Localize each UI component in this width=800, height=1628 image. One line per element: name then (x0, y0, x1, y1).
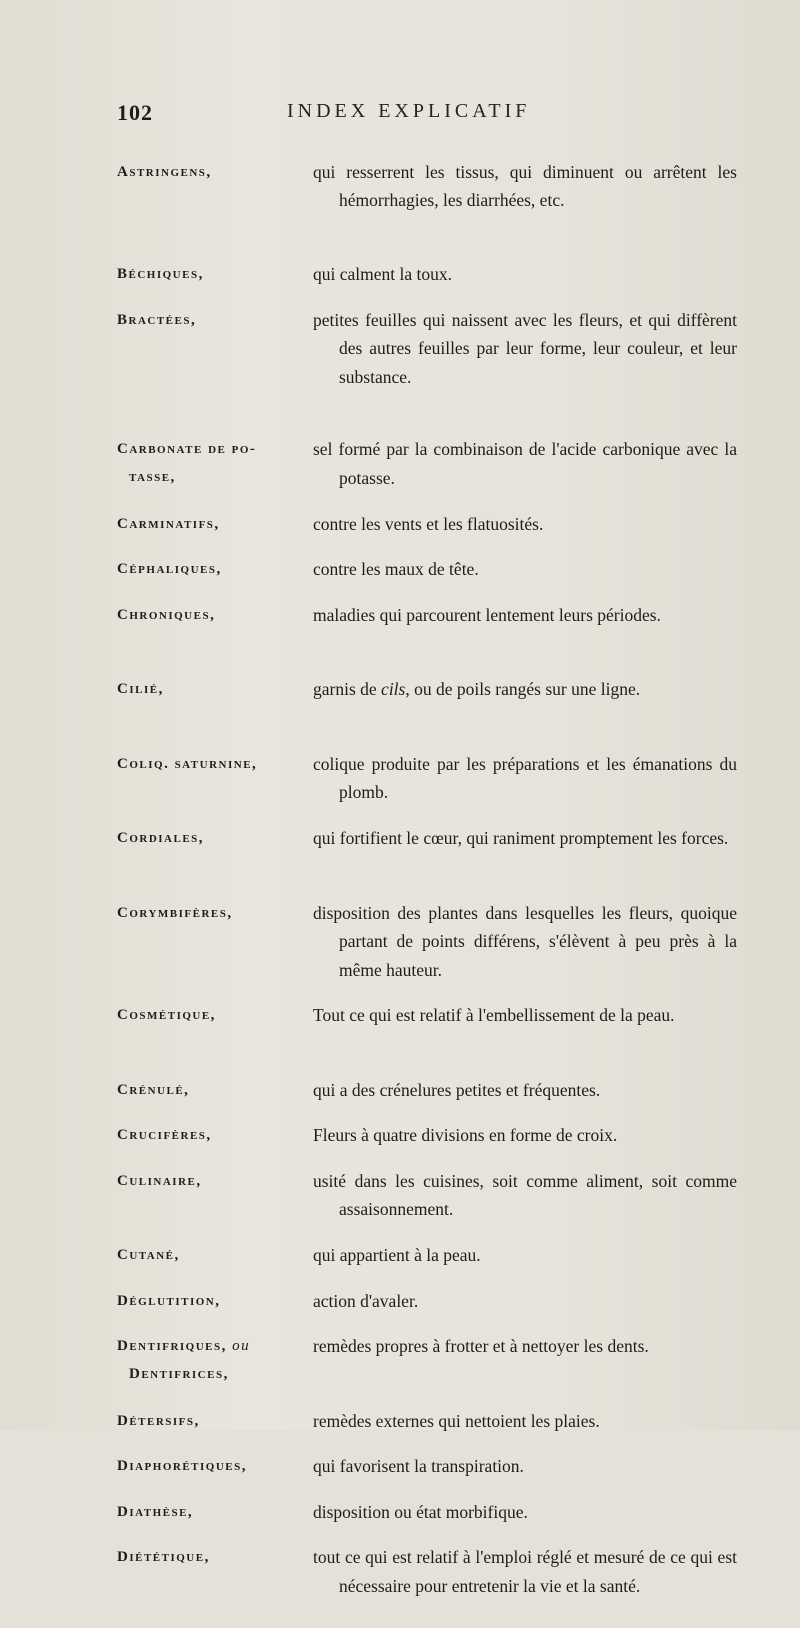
glossary-entry (117, 1287, 737, 1315)
entry-definition: qui appartient à la peau. (313, 1245, 481, 1265)
glossary-entry (117, 510, 737, 538)
entry-definition: remèdes externes qui nettoient les plaies. (313, 1410, 600, 1431)
entry-term: Déglutition, (117, 1292, 221, 1309)
glossary-entry (117, 1407, 737, 1435)
entry-term (117, 1332, 317, 1388)
entry-term: Bractées, (117, 311, 197, 328)
glossary-entry (117, 899, 737, 984)
entry-definition: usité dans les cuisines, soit comme aliment, soit comme assaisonnement. (313, 1170, 737, 1219)
page-header (117, 100, 800, 130)
entry-term-line-1: Dentifriques, (117, 1338, 227, 1354)
entry-definition: petites feuilles qui naissent avec les fleurs, et qui diffèrent des autres feuilles par leur forme, leur couleur, et leur substance. (313, 309, 737, 387)
glossary-entry (117, 260, 737, 288)
entry-definition: disposition des plantes dans lesquelles les fleurs, quoique partant de points différens, s'élèvent à peu près à la même hauteur. (313, 902, 737, 980)
entry-term: Diathèse, (117, 1503, 194, 1520)
entry-term-line-2: Dentifrices, (129, 1366, 229, 1382)
entry-definition: maladies qui parcourent lentement leurs périodes. (313, 604, 661, 625)
entry-definition: disposition ou état morbifique. (313, 1501, 528, 1522)
entry-definition: sel formé par la combinaison de l'acide carbonique avec la potasse. (313, 439, 737, 488)
glossary-entry (117, 1001, 737, 1058)
entry-term: Cordiales, (117, 830, 205, 846)
entry-definition: contre les vents et les flatuosités. (313, 513, 544, 534)
glossary-entry (117, 1543, 737, 1628)
glossary-entry (117, 555, 737, 583)
entry-definition (313, 675, 737, 704)
entry-term: Corymbifères, (117, 904, 233, 921)
entry-definition-part: garnis de (313, 679, 382, 699)
entry-definition: qui favorisent la transpiration. (313, 1456, 524, 1476)
entry-definition: qui resserrent les tissus, qui diminuent ou arrêtent les hémorrhagies, les diarrhées, etc. (313, 161, 737, 210)
entry-term: Diététique, (117, 1549, 210, 1565)
page-number: 102 (117, 100, 153, 125)
entry-term: Diaphorétiques, (117, 1458, 247, 1474)
entry-definition: Tout ce qui est relatif à l'embellissement de la peau. (313, 1005, 675, 1025)
entry-term-line-2: tasse, (129, 469, 176, 485)
entry-definition-italic: cils (381, 679, 406, 699)
entry-term (117, 435, 317, 491)
entry-term: Béchiques, (117, 266, 204, 282)
entry-definition: contre les maux de tête. (313, 559, 479, 579)
entry-definition: qui calment la toux. (313, 264, 452, 284)
glossary-entry (117, 1452, 737, 1480)
entry-term: Crénulé, (117, 1081, 190, 1098)
glossary-entry (117, 750, 737, 807)
glossary-entry (117, 1332, 737, 1389)
entry-term: Astringens, (117, 163, 212, 180)
entry-definition: Fleurs à quatre divisions en forme de croix. (313, 1125, 618, 1145)
glossary-entry (117, 1121, 737, 1149)
entry-term: Détersifs, (117, 1412, 200, 1429)
entry-term: Chroniques, (117, 606, 216, 623)
glossary-entry (117, 1076, 737, 1104)
entry-definition: tout ce qui est relatif à l'emploi réglé et mesuré de ce qui est nécessaire pour entretenir la vie et la santé. (313, 1547, 737, 1596)
entry-definition: qui fortifient le cœur, qui raniment promptement les forces. (313, 828, 729, 848)
entry-definition: action d'avaler. (313, 1290, 419, 1311)
entry-term: Cutané, (117, 1247, 180, 1263)
glossary-entry (117, 158, 737, 243)
entry-definition: qui a des crénelures petites et fréquentes. (313, 1079, 601, 1100)
entry-term: Culinaire, (117, 1172, 202, 1189)
entry-definition-part: , ou de poils rangés sur une ligne. (405, 679, 641, 699)
entry-term-conjunction: ou (232, 1338, 251, 1354)
entry-definition: remèdes propres à frotter et à nettoyer les dents. (313, 1336, 649, 1356)
entry-term: Crucifères, (117, 1127, 212, 1143)
glossary-entry (117, 601, 737, 658)
glossary-entry (117, 1498, 737, 1526)
running-head: INDEX EXPLICATIF (287, 100, 531, 122)
glossary-entry (117, 435, 737, 492)
entry-definition: colique produite par les préparations et les émanations du plomb. (313, 753, 737, 802)
glossary-entries (117, 140, 737, 1628)
entry-term-line-1: Carbonate de po- (117, 441, 257, 457)
entry-term: Cosmétique, (117, 1007, 216, 1023)
entry-term: Carminatifs, (117, 515, 220, 532)
entry-term: Coliq. saturnine, (117, 755, 258, 772)
glossary-entry (117, 306, 737, 418)
glossary-entry (117, 1241, 737, 1269)
glossary-entry (117, 1167, 737, 1224)
entry-term: Céphaliques, (117, 561, 222, 577)
entry-term: Cilié, (117, 681, 164, 697)
glossary-entry (117, 824, 737, 881)
glossary-entry (117, 675, 737, 732)
